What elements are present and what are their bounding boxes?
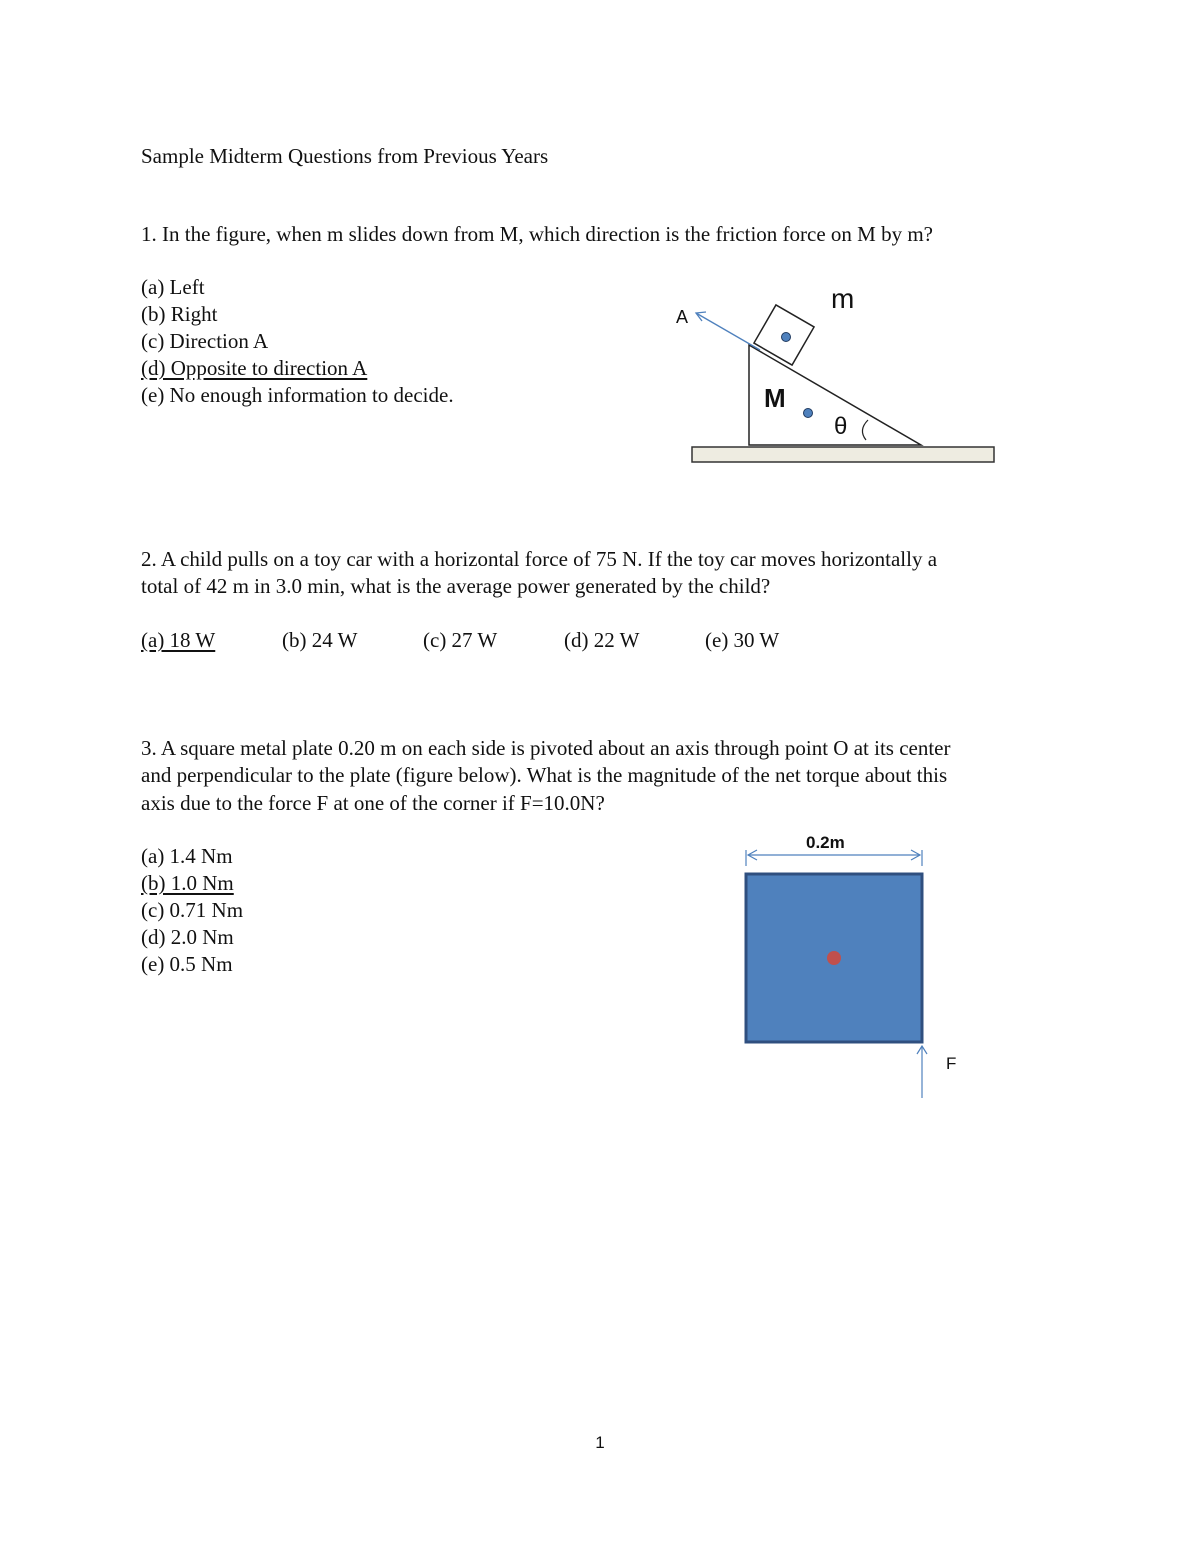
q3-option-marked: (b) 1.0 Nm xyxy=(141,871,234,895)
label-M: M xyxy=(764,383,786,413)
label-m: m xyxy=(831,283,855,314)
question-3-line-3: axis due to the force F at one of the corner if F=10.0N? xyxy=(141,791,605,815)
label-A: A xyxy=(676,307,689,327)
pivot-point-O xyxy=(827,951,841,965)
page-title: Sample Midterm Questions from Previous Years xyxy=(141,144,549,168)
q2-option: (b) 24 W xyxy=(282,628,358,652)
question-3-line-1: 3. A square metal plate 0.20 m on each side is pivoted about an axis through point O at its center xyxy=(141,736,951,760)
question-2-line-2: total of 42 m in 3.0 min, what is the average power generated by the child? xyxy=(141,574,771,598)
question-3-line-2: and perpendicular to the plate (figure below). What is the magnitude of the net torque about this xyxy=(141,763,948,787)
question-2-line-1: 2. A child pulls on a toy car with a horizontal force of 75 N. If the toy car moves horizontally a xyxy=(141,547,938,571)
q3-option: (d) 2.0 Nm xyxy=(141,925,234,949)
q1-option: (c) Direction A xyxy=(141,329,269,353)
q1-option: (a) Left xyxy=(141,275,205,299)
q1-option: (e) No enough information to decide. xyxy=(141,383,454,407)
q3-option: (e) 0.5 Nm xyxy=(141,952,233,976)
dimension-label: 0.2m xyxy=(806,833,845,852)
q2-option: (c) 27 W xyxy=(423,628,498,652)
q1-option-marked: (d) Opposite to direction A xyxy=(141,356,368,380)
label-theta: θ xyxy=(834,413,848,440)
q2-option-marked: (a) 18 W xyxy=(141,628,216,652)
page-number: 1 xyxy=(595,1433,605,1452)
q1-option: (b) Right xyxy=(141,302,218,326)
q3-option: (a) 1.4 Nm xyxy=(141,844,233,868)
q2-option: (e) 30 W xyxy=(705,628,780,652)
label-F: F xyxy=(946,1054,957,1073)
q2-option: (d) 22 W xyxy=(564,628,640,652)
question-1-text: 1. In the figure, when m slides down from M, which direction is the friction force on M by m? xyxy=(141,222,933,246)
q3-option: (c) 0.71 Nm xyxy=(141,898,244,922)
